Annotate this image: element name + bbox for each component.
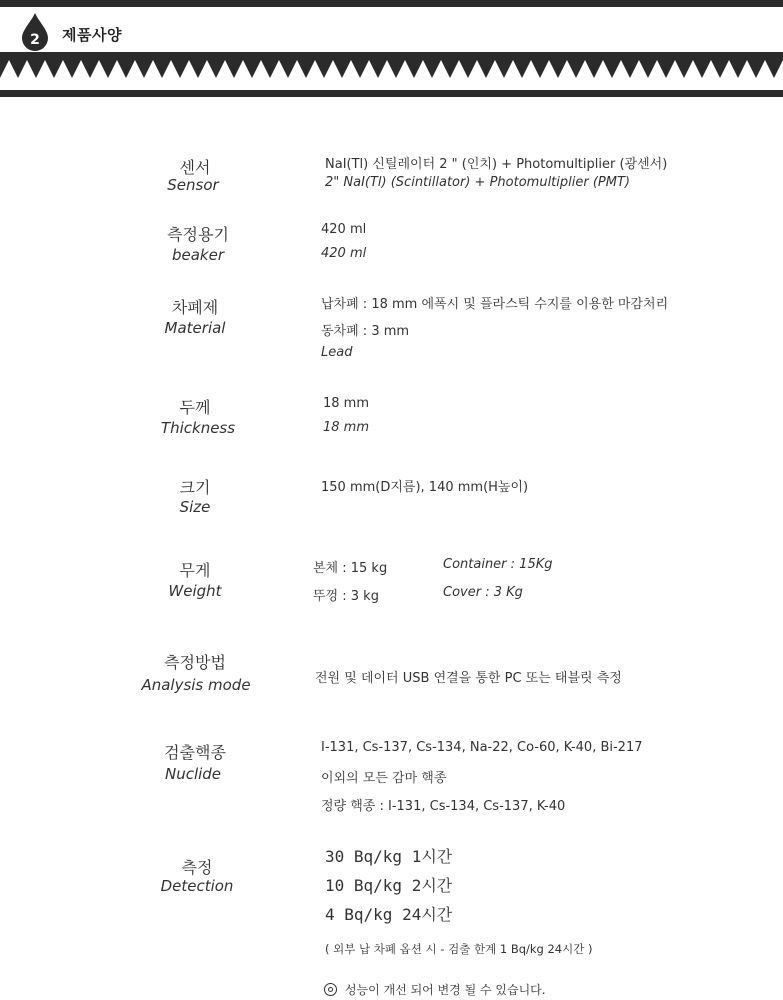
- spec-label-en-beaker: beaker: [171, 246, 225, 264]
- double-circle-icon: [324, 983, 337, 996]
- top-bar: [0, 0, 783, 7]
- spec-label-en-thickness: Thickness: [160, 419, 236, 437]
- drop-number-icon: [20, 12, 50, 52]
- section-header: [0, 7, 783, 57]
- spec-value-beaker-1: 420 ml: [321, 222, 367, 237]
- spec-value-sensor-2: 2" NaI(Tl) (Scintillator) + Photomultiplier (PMT): [325, 175, 630, 190]
- spec-label-en-detection: Detection: [160, 877, 234, 895]
- spec-value-thickness-1: 18 mm: [323, 396, 370, 411]
- spec-value-sensor-1: NaI(Tl) 신틸레이터 2 " (인치) + Photomultiplier (광센서): [325, 157, 668, 172]
- spec-label-ko-nuclide: 검출핵종: [164, 743, 226, 762]
- spec-value-detection-3: 4 Bq/kg 24시간: [325, 905, 453, 924]
- spec-detection-note: ( 외부 납 차폐 옵션 시 - 검출 한계 1 Bq/kg 24시간 ): [325, 942, 593, 956]
- spec-label-ko-beaker: 측정용기: [167, 225, 229, 244]
- spec-value-weight-cover: 뚜껑 : 3 kg: [313, 589, 379, 604]
- spec-label-en-material: Material: [164, 319, 226, 337]
- spec-value-weight-container-en: Container : 15Kg: [443, 557, 553, 572]
- spec-label-en-weight: Weight: [168, 582, 222, 600]
- spec-value-thickness-2: 18 mm: [323, 420, 370, 435]
- notice-text: 성능이 개선 되어 변경 될 수 있습니다.: [345, 983, 546, 997]
- spec-label-ko-size: 크기: [179, 478, 211, 497]
- spec-label-en-nuclide: Nuclide: [164, 765, 222, 783]
- spec-value-nuclide-3: 정량 핵종 : I-131, Cs-134, Cs-137, K-40: [321, 799, 566, 814]
- spec-value-material-1: 납차폐 : 18 mm 에폭시 및 플라스틱 수지를 이용한 마감처리: [321, 297, 669, 312]
- spec-value-beaker-2: 420 ml: [321, 246, 367, 261]
- section-title: 제품사양: [62, 26, 122, 44]
- step-number: 2: [30, 32, 40, 48]
- spec-label-ko-material: 차폐제: [171, 298, 219, 317]
- spec-label-en-size: Size: [179, 498, 211, 516]
- spec-value-detection-1: 30 Bq/kg 1시간: [325, 847, 453, 866]
- spec-value-weight-body: 본체 : 15 kg: [313, 561, 388, 576]
- spec-value-size-1: 150 mm(D지름), 140 mm(H높이): [321, 480, 529, 495]
- spec-label-ko-weight: 무게: [179, 561, 211, 580]
- spec-value-detection-2: 10 Bq/kg 2시간: [325, 876, 453, 895]
- zigzag-divider: [0, 52, 783, 80]
- spec-label-en-sensor: Sensor: [167, 176, 219, 194]
- spec-value-material-3: Lead: [321, 345, 353, 360]
- spec-label-ko-analysis: 측정방법: [164, 653, 226, 672]
- notice: [324, 981, 546, 998]
- spec-label-ko-sensor: 센서: [179, 158, 211, 177]
- spec-value-analysis-1: 전원 및 데이터 USB 연결을 통한 PC 또는 태블릿 측정: [315, 671, 622, 686]
- spec-value-weight-cover-en: Cover : 3 Kg: [443, 585, 523, 600]
- bottom-bar: [0, 90, 783, 97]
- spec-label-ko-detection: 측정: [181, 858, 213, 877]
- spec-value-nuclide-2: 이외의 모든 감마 핵종: [321, 771, 447, 786]
- spec-label-ko-thickness: 두께: [179, 398, 211, 417]
- spec-value-nuclide-1: I-131, Cs-137, Cs-134, Na-22, Co-60, K-40, Bi-217: [321, 740, 643, 755]
- spec-value-material-2: 동차폐 : 3 mm: [321, 324, 410, 339]
- spec-label-en-analysis: Analysis mode: [141, 676, 251, 694]
